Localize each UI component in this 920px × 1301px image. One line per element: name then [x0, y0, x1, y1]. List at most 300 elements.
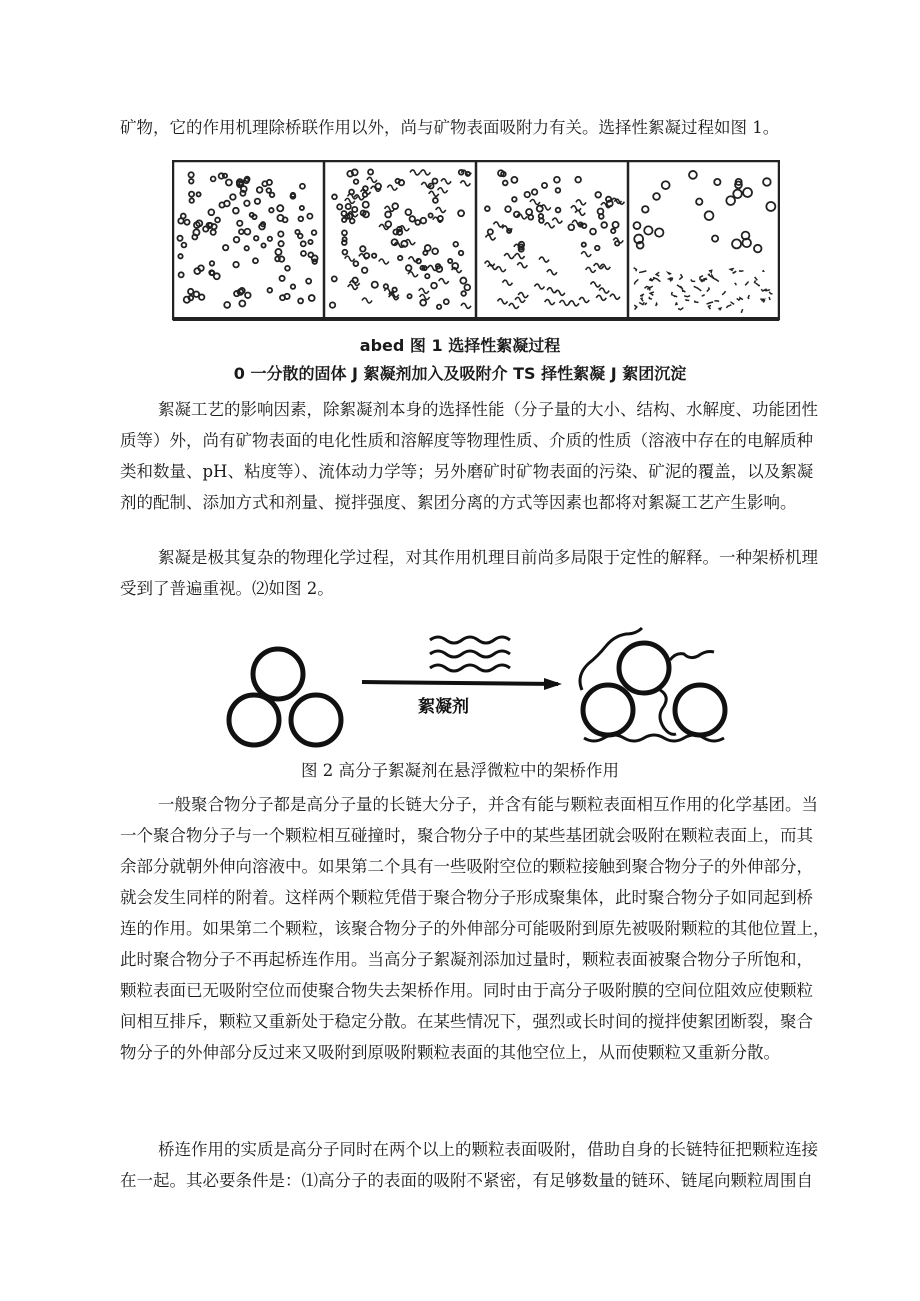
particle-dot [525, 192, 530, 197]
paragraph-influencing-factors [120, 394, 840, 518]
particle-dot [332, 194, 337, 199]
particle-dot [582, 243, 586, 247]
particle-dot [254, 236, 259, 241]
particle-dot [197, 192, 201, 196]
floc-mark [722, 291, 725, 295]
floc-mark [709, 274, 712, 277]
particle-dot [214, 273, 220, 279]
flocculant-mark [518, 293, 528, 298]
particle-dot [194, 268, 200, 274]
flocculant-mark [534, 284, 544, 289]
particle-dot [598, 208, 604, 214]
flocculant-mark [367, 177, 377, 182]
paragraph-bridging-mechanism [120, 542, 840, 604]
flocculant-mark [502, 280, 512, 285]
particle-dot [298, 298, 303, 303]
text-line: 余部分就朝外伸向溶液中。如果第二个具有一些吸附空位的颗粒接触到聚合物分子的外伸部分， [120, 857, 813, 876]
particle-dot [432, 179, 437, 184]
floc-mark [641, 298, 643, 301]
particle-dot [488, 229, 493, 234]
particle-dot [595, 246, 600, 251]
floc-mark [678, 308, 683, 310]
flocculant-mark [498, 299, 508, 304]
flocculant-mark [599, 288, 609, 293]
particle-dot [189, 179, 194, 184]
floc-mark [694, 286, 702, 291]
particle-dot [285, 266, 290, 271]
particle-dot [385, 221, 391, 227]
flocculant-mark [569, 301, 579, 306]
floc-mark [731, 302, 735, 304]
flocculant-mark [610, 294, 620, 299]
flocculant-mark [515, 297, 525, 302]
particle-dot [275, 249, 281, 255]
floc-mark [645, 286, 651, 288]
flocculant-mark [579, 297, 589, 302]
particle-dot [460, 278, 466, 284]
particle-dot [210, 261, 214, 265]
flocculant-label: 絮凝剂 [418, 697, 469, 717]
figure1-subcaption: 0 一分散的固体 J 絮凝剂加入及吸附介 TS 择性絮凝 J 絮团沉淀 [233, 364, 687, 383]
paragraph-bridging-essence [120, 1134, 840, 1196]
particle-dot [372, 254, 376, 258]
particle-dot [239, 301, 245, 307]
particle-dot [539, 218, 544, 223]
particle-dot [433, 198, 438, 203]
particle-dot [372, 282, 378, 288]
particle-dot [405, 209, 411, 215]
particle-dot [410, 216, 415, 221]
floc-mark [656, 304, 657, 307]
floc-mark [634, 305, 637, 310]
particle-dot [733, 190, 742, 199]
particle-dot [353, 261, 358, 266]
particle-circle [675, 685, 725, 735]
particle-dot [590, 229, 596, 235]
particle-dot [279, 276, 284, 281]
particle-dot [385, 212, 391, 218]
floc-mark [702, 295, 705, 296]
flocculant-mark [345, 198, 355, 203]
particle-dot [189, 192, 194, 197]
floc-mark [745, 282, 748, 285]
particle-dot [298, 217, 303, 222]
particle-dot [503, 181, 508, 186]
particle-dot [512, 197, 517, 202]
particle-dot [726, 196, 735, 205]
particle-dot [732, 239, 741, 248]
particle-dot [421, 218, 427, 224]
particle-dot [309, 295, 315, 301]
text-line: 一个聚合物分子与一个颗粒相互碰撞时，聚合物分子中的某些基团就会吸附在颗粒表面上，而其 [120, 826, 813, 845]
floc-mark [695, 301, 699, 303]
particle-dot [262, 181, 267, 186]
particle-circle [583, 685, 633, 735]
particle-dot [226, 179, 232, 185]
particle-dot [350, 219, 355, 224]
flocculant-mark [601, 203, 611, 208]
text-line: 此时聚合物分子不再起桥连作用。当高分子絮凝剂添加过量时，颗粒表面被聚合物分子所饱和， [120, 950, 813, 969]
floc-mark [754, 281, 755, 283]
particle-dot [568, 224, 574, 230]
flocculant-mark [576, 200, 586, 205]
particle-dot [208, 223, 212, 227]
particle-dot [458, 210, 464, 216]
figure2-bridging-diagram [222, 620, 742, 750]
particle-dot [188, 172, 193, 177]
floc-mark [668, 273, 671, 275]
particle-dot [291, 284, 295, 288]
particle-dot [301, 251, 306, 256]
floc-mark [634, 279, 638, 284]
particle-dot [642, 206, 649, 213]
particle-dot [712, 235, 718, 241]
floc-mark [640, 294, 644, 296]
particle-dot [257, 187, 263, 193]
particle-dot [360, 246, 365, 251]
particle-dot [763, 178, 771, 186]
particle-dot [464, 285, 470, 291]
particle-dot [237, 221, 242, 226]
particle-dot [342, 250, 347, 255]
particle-dot [275, 257, 280, 262]
particle-dot [182, 243, 187, 248]
flocculant-mark [493, 222, 503, 227]
text-line: 絮凝工艺的影响因素，除絮凝剂本身的选择性能（分子量的大小、结构、水解度、功能团性 [158, 400, 818, 419]
floc-mark [714, 301, 719, 302]
particle-dot [346, 204, 351, 209]
particle-dot [223, 245, 228, 250]
flocculant-mark [614, 199, 624, 204]
floc-mark [709, 270, 712, 273]
particle-dot [269, 208, 274, 213]
particle-dot [199, 294, 204, 299]
text-line: 类和数量、pH、粘度等）、流体动力学等；另外磨矿时矿物表面的污染、矿泥的覆盖，以及絮凝 [120, 462, 814, 481]
floc-mark [718, 308, 721, 310]
particle-dot [300, 184, 305, 189]
text-line: 一般聚合物分子都是高分子量的长链大分子，并含有能与颗粒表面相互作用的化学基团。当 [158, 795, 818, 814]
particle-dot [532, 189, 537, 194]
text-line: 物分子的外伸部分反过来又吸附到原吸附颗粒表面的其他空位上，从而使颗粒又重新分散。 [120, 1043, 780, 1062]
figure1-selective-flocculation-diagram [172, 160, 780, 324]
flocculant-mark [515, 254, 525, 259]
flocculant-chain-icon [430, 651, 510, 657]
text-line: 受到了普遍重视。⑵如图 2。 [120, 579, 334, 598]
particle-dot [177, 236, 182, 241]
flocculant-mark [410, 170, 420, 175]
particle-dot [575, 177, 581, 183]
particle-dot [556, 208, 561, 213]
floc-mark [707, 302, 714, 304]
floc-mark [677, 285, 681, 288]
text-line: 间相互排斥，颗粒又重新处于稳定分散。在某些情况下，强烈或长时间的搅拌使絮团断裂，聚合 [120, 1012, 813, 1031]
particle-dot [240, 191, 245, 196]
particle-dot [308, 240, 312, 244]
particle-dot [244, 246, 248, 250]
particle-dot [398, 256, 402, 260]
flocculant-mark [387, 185, 397, 190]
floc-mark [683, 290, 686, 292]
text-line: 絮凝是极其复杂的物理化学过程，对其作用机理目前尚多局限于定性的解释。一种架桥机理 [158, 548, 818, 567]
particle-dot [211, 230, 216, 235]
particle-dot [244, 201, 249, 206]
intro-paragraph [120, 112, 840, 143]
particle-dot [406, 265, 412, 271]
particle-dot [428, 213, 432, 217]
flocculant-mark [460, 181, 470, 186]
particle-dot [347, 171, 353, 177]
particle-dot [244, 229, 250, 235]
floc-mark [755, 283, 759, 286]
particle-dot [611, 229, 615, 233]
particle-dot [425, 274, 429, 278]
flocculant-mark [509, 303, 519, 308]
floc-mark [733, 271, 737, 273]
particle-dot [277, 205, 283, 211]
floc-mark [679, 274, 682, 279]
particle-dot [295, 230, 299, 234]
particle-dot [224, 302, 230, 308]
particle-dot [233, 262, 239, 268]
particle-dot [278, 241, 283, 246]
floc-mark [755, 277, 757, 280]
particle-dot [444, 299, 449, 304]
particle-dot [653, 193, 660, 200]
flocculant-mark [439, 279, 449, 284]
particle-dot [432, 248, 438, 254]
particle-dot [267, 288, 272, 293]
particle-dot [342, 237, 346, 241]
particle-dot [280, 295, 285, 300]
particle-dot [300, 206, 304, 210]
flocculant-mark [552, 218, 562, 223]
particle-dot [230, 194, 236, 200]
particle-dot [255, 199, 260, 204]
particle-dot [461, 291, 466, 296]
flocculant-mark [504, 254, 514, 259]
particle-dot [234, 237, 240, 243]
particle-dot [613, 222, 619, 228]
particle-dot [188, 289, 193, 294]
flocculant-mark [452, 268, 462, 273]
flocculant-mark [581, 252, 591, 257]
flocculant-mark [379, 259, 389, 264]
text-line: 颗粒表面已无吸附空位而使聚合物失去架桥作用。同时由于高分子吸附膜的空间位阻效应使颗粒 [120, 981, 813, 1000]
particle-dot [354, 179, 358, 183]
floc-mark [645, 303, 647, 305]
floc-mark [634, 268, 637, 272]
particle-dot [189, 198, 193, 202]
floc-mark [713, 278, 719, 282]
particle-dot [261, 243, 265, 247]
particle-dot [209, 270, 214, 275]
text-line: 矿物，它的作用机理除桥联作用以外，尚与矿物表面吸附力有关。选择性絮凝过程如图 1。 [120, 118, 780, 137]
floc-mark [762, 270, 763, 271]
particle-dot [270, 193, 275, 198]
particle-circle [619, 643, 669, 693]
floc-mark [748, 295, 749, 299]
particle-dot [223, 174, 227, 178]
floc-mark [650, 292, 654, 295]
particle-dot [743, 188, 752, 197]
polymer-chain-icon [580, 628, 642, 690]
particle-dot [253, 258, 258, 263]
floc-mark [726, 305, 731, 308]
flocculant-mark [545, 223, 555, 228]
flocculant-mark [420, 170, 430, 175]
particle-dot [705, 211, 714, 220]
particle-dot [662, 181, 670, 189]
particle-dot [407, 294, 411, 298]
flocculant-mark [539, 257, 549, 262]
particle-dot [423, 251, 427, 255]
particle-dot [307, 214, 312, 219]
particle-dot [437, 305, 441, 309]
flocculant-mark [345, 256, 355, 261]
flocculant-mark [359, 254, 369, 259]
particle-dot [511, 177, 517, 183]
floc-mark [686, 299, 690, 300]
flocculant-mark [362, 298, 372, 303]
flocculant-mark [596, 295, 606, 300]
text-line: 剂的配制、添加方式和剂量、搅拌强度、絮团分离的方式等因素也都将对絮凝工艺产生影响。 [120, 493, 797, 512]
particle-dot [459, 251, 463, 255]
particle-dot [526, 209, 532, 215]
flocculant-mark [575, 210, 585, 215]
flocculant-mark [485, 261, 495, 266]
particle-dot [178, 218, 183, 223]
particle-dot [363, 202, 369, 208]
particle-dot [415, 220, 420, 225]
particle-dot [453, 242, 458, 247]
particle-dot [342, 230, 347, 235]
flocculant-mark [436, 207, 446, 212]
particle-dot [766, 202, 775, 211]
flocculant-mark [547, 270, 557, 275]
particle-dot [485, 206, 490, 211]
floc-mark [740, 298, 743, 300]
flocculant-mark [571, 206, 581, 211]
particle-dot [189, 296, 194, 301]
flocculant-mark [517, 263, 527, 268]
flocculant-mark [419, 288, 429, 293]
polymer-chain-icon [670, 652, 714, 661]
flocculant-mark [441, 179, 451, 184]
flocculant-chain-icon [430, 665, 510, 671]
polymer-chain-icon [584, 735, 724, 741]
particle-dot [239, 229, 244, 234]
flocculant-mark [560, 300, 570, 305]
flocculant-mark [545, 300, 555, 305]
text-line: 桥连作用的实质是高分子同时在两个以上的颗粒表面吸附，借助自身的长链特征把颗粒连接 [158, 1140, 818, 1159]
text-line: 就会发生同样的附着。这样两个颗粒凭借于聚合物分子形成聚集体，此时聚合物分子如同起到桥 [120, 888, 813, 907]
particle-dot [184, 220, 189, 225]
particle-dot [306, 279, 311, 284]
flocculant-mark [438, 188, 448, 193]
floc-mark [769, 297, 770, 300]
particle-dot [234, 291, 239, 296]
flocculant-mark [461, 303, 471, 308]
particle-dot [268, 237, 272, 241]
particle-dot [556, 188, 561, 193]
particle-dot [192, 235, 197, 240]
flocculant-mark [429, 191, 439, 196]
particle-dot [178, 254, 182, 258]
particle-dot [301, 241, 306, 246]
particle-dot [505, 206, 511, 212]
text-line: 连的作用。如果第二个颗粒，该聚合物分子的外伸部分可能吸附到原先被吸附颗粒的其他位置上， [120, 919, 830, 938]
figure2-caption: 图 2 高分子絮凝剂在悬浮微粒中的架桥作用 [301, 761, 619, 780]
particle-dot [368, 169, 373, 174]
floc-mark [649, 297, 652, 299]
figure1-caption: abed 图 1 选择性絮凝过程 [359, 336, 561, 355]
flocculant-chain-icon [430, 637, 510, 643]
floc-mark [639, 302, 644, 304]
paragraph-polymer-bridging [120, 789, 840, 1068]
flocculant-mark [555, 290, 565, 295]
floc-mark [691, 279, 695, 281]
particle-dot [714, 179, 720, 185]
floc-mark [656, 272, 659, 276]
text-line: 质等）外，尚有矿物表面的电化性质和溶解度等物理性质、介质的性质（溶液中存在的电解质种 [120, 431, 813, 450]
particle-dot [312, 230, 317, 235]
particle-dot [308, 252, 313, 257]
particle-circle [291, 695, 341, 745]
particle-dot [352, 207, 357, 212]
floc-mark [730, 268, 734, 270]
floc-mark [741, 309, 742, 313]
floc-mark [672, 292, 673, 296]
flocculant-mark [586, 267, 596, 272]
floc-mark [769, 292, 772, 294]
flocculant-mark [590, 282, 600, 287]
particle-circle [253, 649, 303, 699]
particle-dot [219, 202, 224, 207]
flocculant-mark [420, 294, 430, 299]
particle-dot [266, 188, 271, 193]
flocculant-mark [486, 235, 496, 240]
particle-dot [606, 197, 611, 202]
particle-dot [392, 203, 398, 209]
text-line: 在一起。其必要条件是：⑴高分子的表面的吸附不紧密，有足够数量的链环、链尾向颗粒周围自 [120, 1171, 813, 1190]
particle-dot [696, 199, 702, 205]
particle-dot [655, 228, 663, 236]
particle-dot [179, 272, 184, 277]
particle-dot [554, 177, 560, 183]
particle-dot [215, 218, 220, 223]
flocculant-mark [408, 272, 418, 277]
particle-dot [754, 245, 761, 252]
floc-mark [735, 283, 736, 285]
particle-dot [332, 276, 337, 281]
arrow-icon [362, 682, 558, 684]
particle-dot [337, 204, 342, 209]
particle-circle [229, 695, 279, 745]
particle-dot [644, 226, 652, 234]
particle-dot [420, 300, 426, 306]
particle-dot [250, 213, 254, 217]
particle-dot [211, 176, 216, 181]
particle-dot [245, 292, 251, 298]
floc-mark [707, 287, 709, 291]
particle-dot [393, 229, 398, 234]
particle-dot [395, 179, 399, 183]
particle-dot [595, 192, 601, 198]
floc-mark [739, 271, 744, 272]
particle-dot [233, 208, 239, 214]
floc-mark [709, 305, 711, 309]
floc-mark [684, 296, 690, 297]
